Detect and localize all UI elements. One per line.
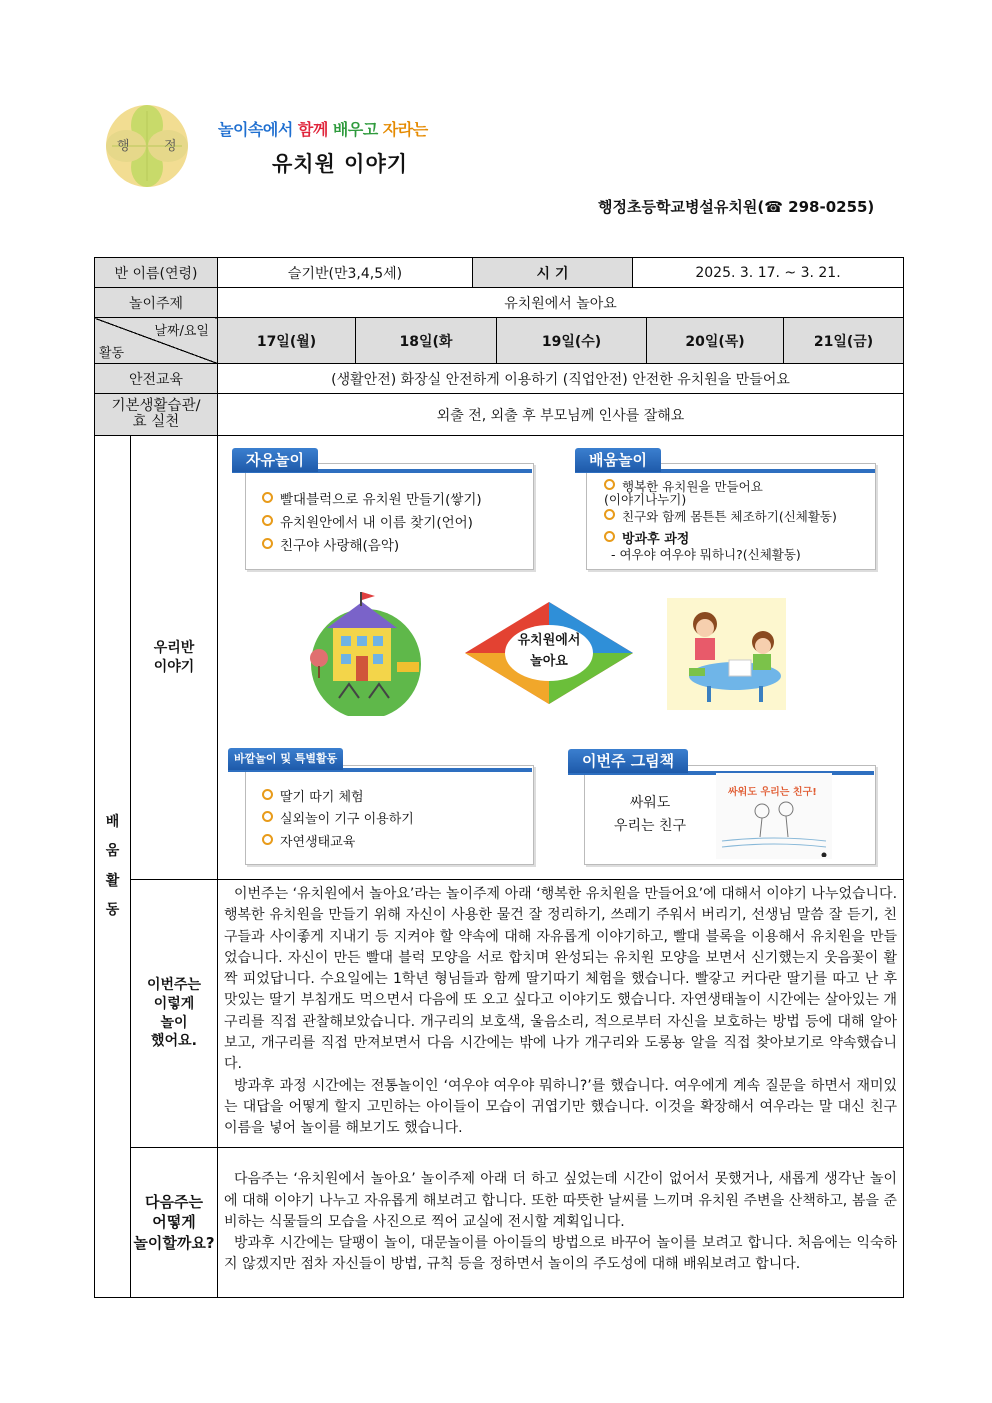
next-week-label: 다음주는 어떻게 놀이할까요? xyxy=(131,1148,218,1298)
bullet-icon xyxy=(262,789,273,800)
logo-char-1: 행 xyxy=(117,139,130,154)
learning-play-item: 친구와 함께 몸튼튼 체조하기(신체활동) xyxy=(604,507,837,525)
day-mon: 17일(월) xyxy=(218,318,356,364)
free-play-title: 자유놀이 xyxy=(232,448,318,472)
learning-play-title: 배움놀이 xyxy=(575,448,661,472)
next-week-text xyxy=(218,1148,904,1298)
theme-badge-text: 유치원에서 놀아요 xyxy=(517,633,581,669)
slogan xyxy=(218,117,428,140)
review-paragraph: 이번주는 ‘유치원에서 놀아요’라는 놀이주제 아래 ‘행복한 유치원을 만들어요’에 대해서 이야기 나누었습니다. 행복한 유치원을 만들기 위해 자신이 사용한 물건 잘 정리하기, 쓰레기 주워서 버리기, 선생님 말씀 잘 듣기, 친구들과 사이좋게 지내기 등 지켜야 할 약속에 대해 자유롭게 이야기하고, 빨대 블록을 이용해서 유치원을 만들었습니다. 자신이 만든 빨대 블럭 모양을 서로 합치며 완성되는 유치원 모양을 보면서 신기했는지 웃음꽃이 활짝 피었답니다. 수요일에는 1학년 형님들과 함께 딸기따기 체험을 했습니다. 빨갛고 커다란 딸기를 따고 난 후 맛있는 딸기 부침개도 먹으면서 다음에 또 오고 싶다고 이야기도 했습니다. 자연생태놀이 시간에는 살아있는 개구리를 직접 관찰해보았습니다. 개구리의 보호색, 울음소리, 적으로부터 자신을 보호하는 방법 등에 대해 알아보고, 개구리를 직접 만져보면서 다음 시간에는 밖에 나가 개구리와 도롱뇽 알을 직접 찾아보기로 약속했습니다. xyxy=(224,886,898,1073)
review-label: 이번주는 이렇게 놀이 했어요. xyxy=(131,880,218,1148)
kindergarten-building-illustration xyxy=(305,588,427,716)
free-play-item: 유치원안에서 내 이름 찾기(언어) xyxy=(262,511,473,531)
bullet-icon xyxy=(604,509,615,520)
slogan-word: 함께 xyxy=(297,120,333,139)
safety-label: 안전교육 xyxy=(95,364,218,394)
learning-play-item: 행복한 유치원을 만들어요 (이야기나누기) xyxy=(604,479,763,507)
bullet-icon xyxy=(604,479,615,490)
picture-book-cover xyxy=(716,773,832,859)
vertical-char: 동 xyxy=(105,901,120,918)
review-paragraph: 방과후 과정 시간에는 전통놀이인 ‘여우야 여우야 뭐하니?’를 했습니다. 여우에게 계속 질문을 하면서 재미있는 대답을 어떻게 할지 고민하는 아이들이 모습이 귀엽기만 했습니다. 이것을 확장해서 여우라는 말 대신 친구 이름을 넣어 놀이를 해보기도 했습니다. xyxy=(224,1077,898,1137)
day-wed: 19일(수) xyxy=(497,318,647,364)
after-school-item: - 여우야 여우야 뭐하니?(신체활동) xyxy=(611,547,801,562)
free-play-item: 친구야 사랑해(음악) xyxy=(262,534,399,554)
theme-label: 놀이주제 xyxy=(95,288,218,318)
theme-value: 유치원에서 놀아요 xyxy=(218,288,904,318)
school-logo xyxy=(104,103,190,189)
day-fri: 21일(금) xyxy=(784,318,904,364)
outdoor-item: 자연생태교육 xyxy=(262,831,355,850)
learning-activity-label xyxy=(95,436,131,1298)
vertical-char: 배 xyxy=(105,813,120,830)
next-paragraph: 다음주는 ‘유치원에서 놀아요’ 놀이주제 아래 더 하고 싶었는데 시간이 없어서 못했거나, 새롭게 생각난 놀이에 대해 이야기 나누고 자유롭게 해보려고 합니다. 또한 따뜻한 날씨를 느끼며 유치원 주변을 산책하고, 봄을 준비하는 식물들의 모습을 사진으로 찍어 교실에 전시할 계획입니다. xyxy=(224,1171,898,1230)
slogan-word: 배우고 xyxy=(332,120,383,139)
bullet-icon xyxy=(262,492,273,503)
slogan-word: 놀이속에서 xyxy=(218,120,298,139)
safety-value: (생활안전) 화장실 안전하게 이용하기 (직업안전) 안전한 유치원을 만들어요 xyxy=(218,364,904,394)
next-paragraph: 방과후 시간에는 달팽이 놀이, 대문놀이를 아이들의 방법으로 바꾸어 놀이를 보려고 합니다. 처음에는 익숙하지 않겠지만 점차 자신들이 방법, 규칙 등을 정하면서 놀이의 주도성에 대해 배워보려고 합니다. xyxy=(224,1235,898,1273)
children-playing-illustration xyxy=(667,598,786,710)
period-value: 2025. 3. 17. ~ 3. 21. xyxy=(633,258,904,288)
period-label: 시 기 xyxy=(473,258,633,288)
vertical-char: 활 xyxy=(105,872,120,889)
after-school-title: 방과후 과정 xyxy=(604,528,689,547)
habit-value: 외출 전, 외출 후 부모님께 인사를 잘해요 xyxy=(218,394,904,436)
day-tue: 18일(화 xyxy=(356,318,497,364)
date-header-label: 날짜/요일 xyxy=(154,324,209,339)
habit-label: 기본생활습관/ 효 실천 xyxy=(95,394,218,436)
class-label: 반 이름(연령) xyxy=(95,258,218,288)
slogan-word: 자라는 xyxy=(382,120,428,139)
bullet-icon xyxy=(604,531,615,542)
page-title: 유치원 이야기 xyxy=(272,152,409,176)
bullet-icon xyxy=(262,515,273,526)
cover-title: 싸워도 우리는 친구! xyxy=(728,787,817,798)
free-play-item: 빨대블럭으로 유치원 만들기(쌓기) xyxy=(262,488,482,508)
outdoor-item: 딸기 따기 체험 xyxy=(262,786,364,805)
bullet-icon xyxy=(262,538,273,549)
date-activity-header xyxy=(95,318,218,364)
theme-badge xyxy=(463,600,635,706)
day-thu: 20일(목) xyxy=(647,318,784,364)
class-value: 슬기반(만3,4,5세) xyxy=(218,258,473,288)
logo-char-2: 정 xyxy=(164,139,177,154)
school-name: 행정초등학교병설유치원(☎ 298-0255) xyxy=(598,198,875,216)
bullet-icon xyxy=(262,834,273,845)
review-text xyxy=(218,880,904,1148)
picture-book-name: 싸워도 우리는 친구 xyxy=(613,795,687,834)
bullet-icon xyxy=(262,811,273,822)
picture-book-title: 이번주 그림책 xyxy=(568,749,688,773)
outdoor-item: 실외놀이 기구 이용하기 xyxy=(262,808,414,827)
activity-header-label: 활동 xyxy=(99,346,125,361)
vertical-char: 움 xyxy=(105,843,120,860)
class-story-label: 우리반 이야기 xyxy=(131,436,218,880)
outdoor-title: 바깥놀이 및 특별활동 xyxy=(228,748,343,770)
